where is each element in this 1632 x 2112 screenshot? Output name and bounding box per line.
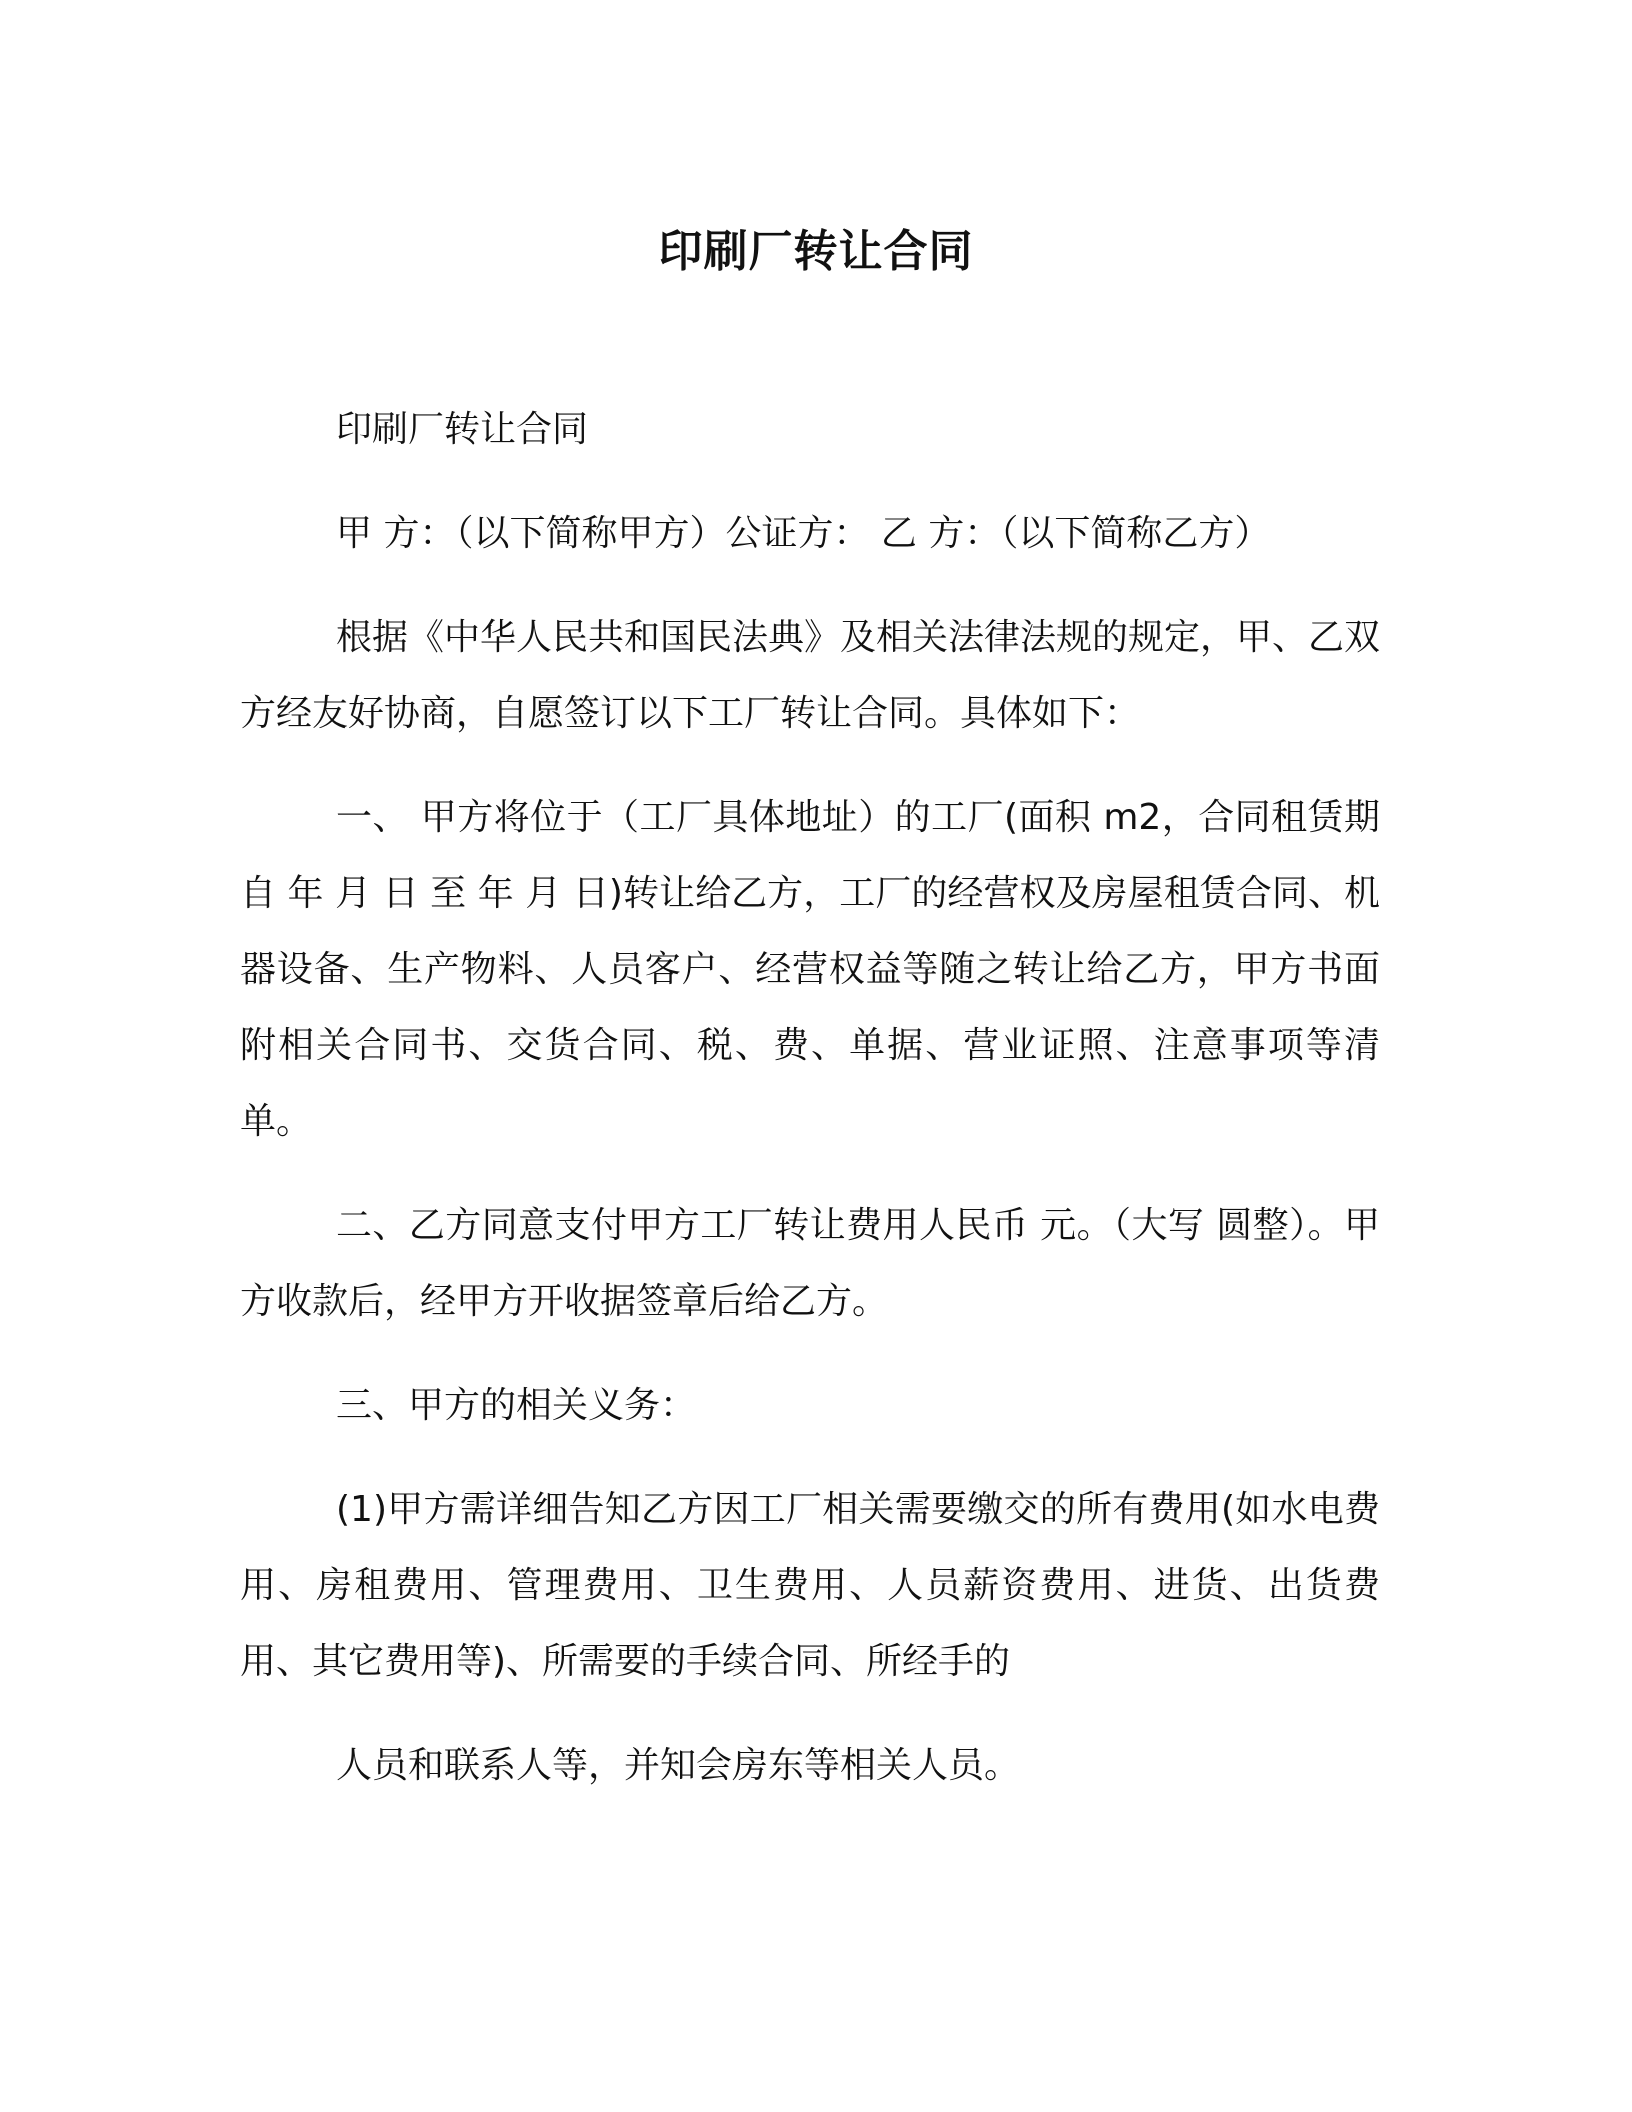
paragraph-clause-2: 二、乙方同意支付甲方工厂转让费用人民币 元。（大写 圆整）。甲方收款后，经甲方开收据签章后给乙方。 (240, 1205, 1380, 1322)
document-body (240, 392, 1380, 1832)
paragraph-basis: 根据《中华人民共和国民法典》及相关法律法规的规定，甲、乙双方经友好协商，自愿签订以下工厂转让合同。具体如下： (240, 617, 1381, 734)
document-title: 印刷厂转让合同 (658, 226, 974, 277)
paragraph-clause-3-item-1-cont: 人员和联系人等，并知会房东等相关人员。 (336, 1745, 1021, 1786)
paragraph-clause-3-heading: 三、甲方的相关义务： (336, 1385, 697, 1426)
paragraph-parties: 甲 方：（以下简称甲方）公证方： 乙 方：（以下简称乙方） (336, 513, 1271, 554)
paragraph-heading: 印刷厂转让合同 (336, 409, 589, 450)
paragraph-clause-3-item-1: (1)甲方需详细告知乙方因工厂相关需要缴交的所有费用(如水电费用、房租费用、管理费用、卫生费用、人员薪资费用、进货、出货费用、其它费用等)、所需要的手续合同、所经手的 (240, 1489, 1380, 1682)
paragraph-clause-1: 一、 甲方将位于（工厂具体地址）的工厂(面积 m2，合同租赁期自 年 月 日 至 年 月 日)转让给乙方，工厂的经营权及房屋租赁合同、机器设备、生产物料、人员客户、经营权益等随之转让给乙方，甲方书面附相关合同书、交货合同、税、费、单据、营业证照、注意事项等清单。 (240, 797, 1380, 1142)
